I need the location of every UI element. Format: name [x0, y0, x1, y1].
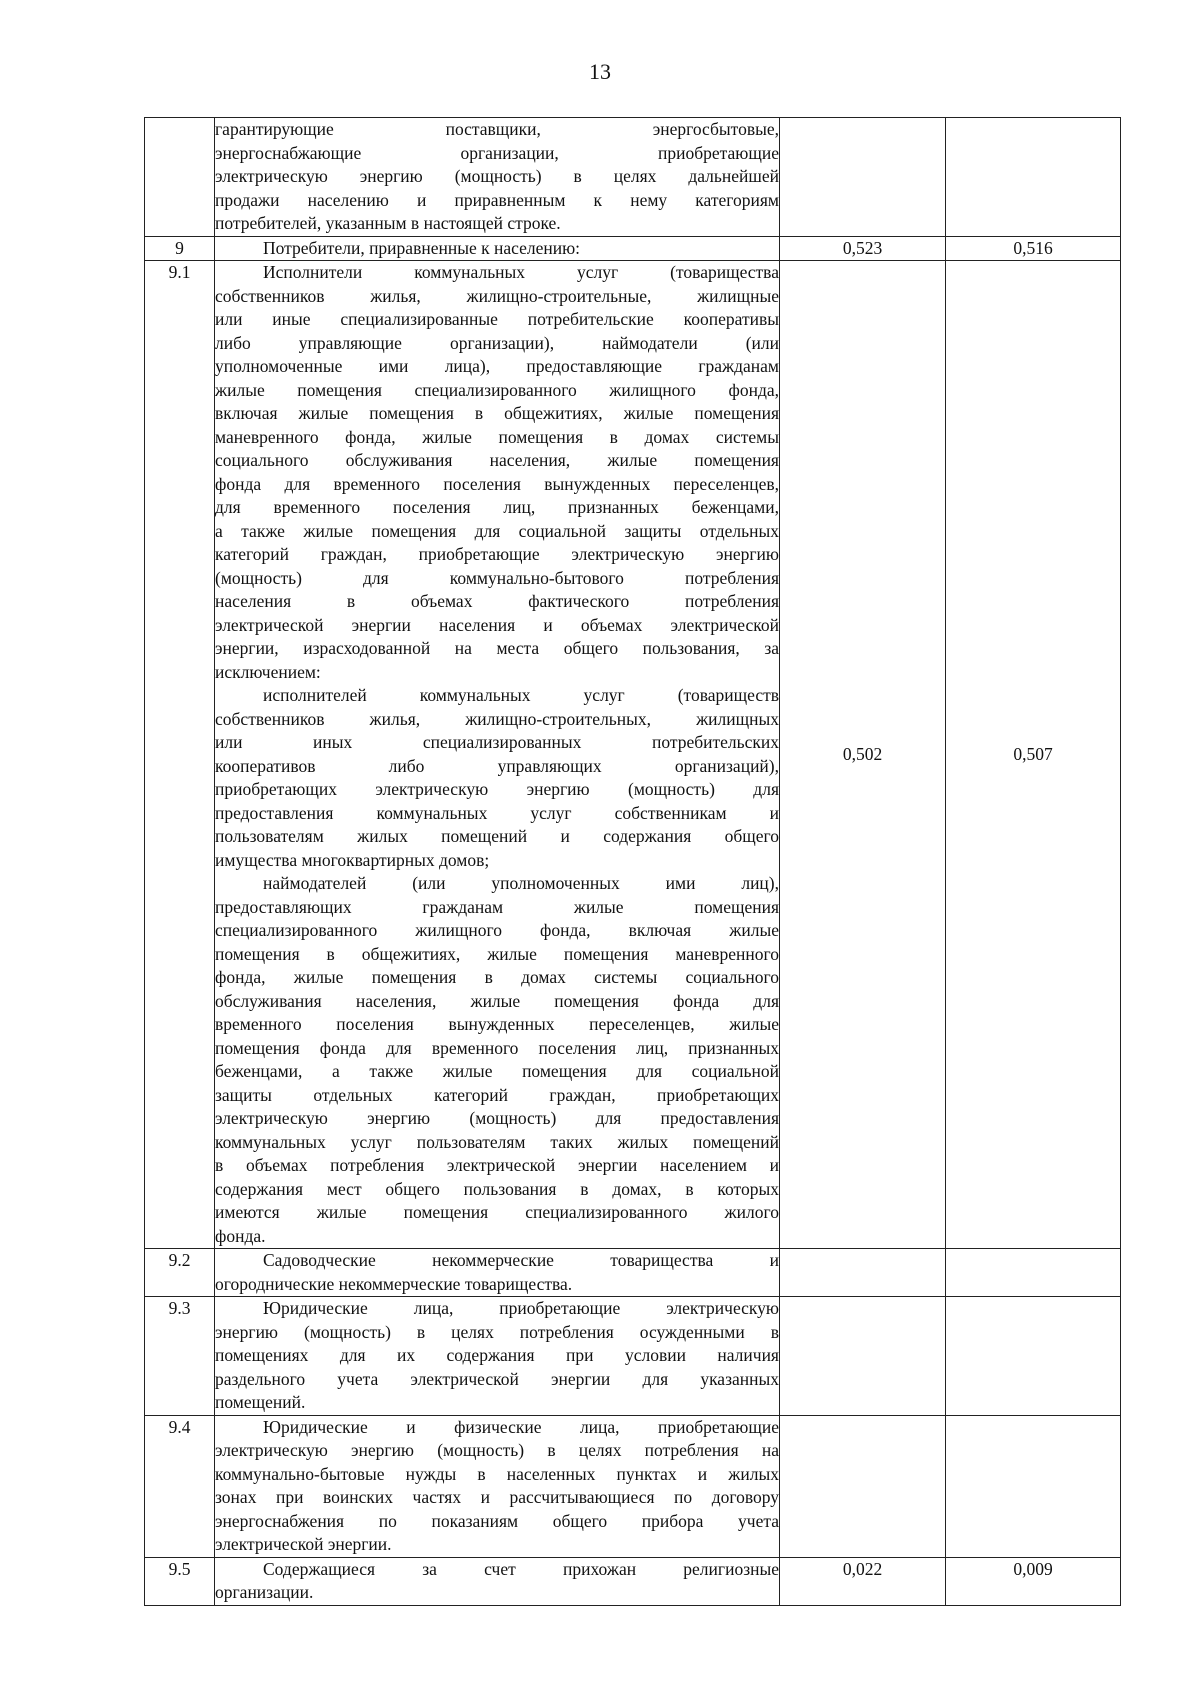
table-row	[145, 236, 1121, 261]
description-line: огороднические некоммерческие товарищества.	[215, 1273, 573, 1294]
value-column-1	[780, 118, 946, 237]
description-line: зонах при воинских частях и рассчитывающиеся по договору	[215, 1487, 779, 1507]
description-line: исключением:	[215, 661, 321, 682]
value-column-1: 0,523	[780, 236, 946, 261]
description-line: помещения фонда для временного поселения лиц, признанных	[215, 1037, 779, 1058]
description-line: уполномоченные ими лица), предоставляющие гражданам	[215, 356, 779, 376]
description-line: электрическую энергию (мощность) в целях потребления на	[215, 1440, 779, 1460]
table-row	[145, 1415, 1121, 1557]
description-line: продажи населению и приравненным к нему категориям	[215, 189, 779, 210]
description-line: приобретающих электрическую энергию (мощность) для	[215, 779, 779, 799]
description-line: коммунальных услуг пользователям таких жилых помещений	[215, 1131, 779, 1152]
description-line: жилые помещения специализированного жилищного фонда,	[215, 379, 779, 400]
description-line: наймодателей (или уполномоченных ими лиц),	[263, 873, 779, 893]
description-line: или иные специализированные потребительские кооперативы	[215, 309, 779, 329]
description-line: исполнителей коммунальных услуг (товариществ	[263, 685, 779, 705]
row-number: 9.4	[145, 1415, 215, 1557]
description-line: помещения в общежитиях, жилые помещения маневренного	[215, 943, 779, 964]
description-line: фонда.	[215, 1225, 266, 1246]
description-line: помещениях для их содержания при условии наличия	[215, 1345, 779, 1365]
description-line: временного поселения вынужденных переселенцев, жилые	[215, 1014, 779, 1034]
description-line: раздельного учета электрической энергии для указанных	[215, 1368, 779, 1389]
row-number	[145, 118, 215, 237]
row-description	[215, 236, 780, 261]
table-row	[145, 1557, 1121, 1605]
description-line: собственников жилья, жилищно-строительных, жилищных	[215, 708, 779, 729]
description-line: имущества многоквартирных домов;	[215, 849, 490, 870]
description-line: населения в объемах фактического потребления	[215, 591, 779, 611]
description-line: Потребители, приравненные к населению:	[263, 237, 581, 258]
row-description	[215, 1557, 780, 1605]
tariff-table	[144, 117, 1121, 1606]
table-row	[145, 261, 1121, 1249]
row-number: 9.2	[145, 1249, 215, 1297]
value-column-2: 0,516	[946, 236, 1121, 261]
description-line: энергию (мощность) в целях потребления осужденными в	[215, 1321, 779, 1342]
description-line: фонда, жилые помещения в домах системы социального	[215, 967, 779, 987]
row-description	[215, 118, 780, 237]
value-column-2	[946, 1249, 1121, 1297]
description-line: пользователям жилых помещений и содержания общего	[215, 826, 779, 846]
row-number: 9.5	[145, 1557, 215, 1605]
description-line: собственников жилья, жилищно-строительные, жилищные	[215, 285, 779, 306]
value-column-2	[946, 1415, 1121, 1557]
description-line: фонда для временного поселения вынужденных переселенцев,	[215, 473, 779, 494]
description-line: защиты отдельных категорий граждан, приобретающих	[215, 1084, 779, 1105]
description-line: потребителей, указанным в настоящей строке.	[215, 213, 561, 233]
description-line: Юридические и физические лица, приобретающие	[263, 1416, 779, 1437]
description-line: специализированного жилищного фонда, включая жилые	[215, 920, 779, 940]
row-description	[215, 1415, 780, 1557]
description-line: предоставляющих гражданам жилые помещения	[215, 896, 779, 917]
description-line: Садоводческие некоммерческие товарищества и	[263, 1250, 779, 1270]
description-line: Исполнители коммунальных услуг (товарищества	[263, 262, 779, 282]
description-line: предоставления коммунальных услуг собственникам и	[215, 802, 779, 823]
description-line: (мощность) для коммунально-бытового потребления	[215, 567, 779, 588]
row-description	[215, 1297, 780, 1416]
description-line: категорий граждан, приобретающие электрическую энергию	[215, 544, 779, 564]
description-line: электрической энергии.	[215, 1534, 392, 1554]
table-row	[145, 1297, 1121, 1416]
description-line: маневренного фонда, жилые помещения в домах системы	[215, 426, 779, 447]
description-line: кооперативов либо управляющих организаций),	[215, 755, 779, 776]
value-column-2: 0,507	[946, 261, 1121, 1249]
description-line: обслуживания населения, жилые помещения фонда для	[215, 990, 779, 1011]
value-column-1	[780, 1297, 946, 1416]
description-line: электрическую энергию (мощность) в целях дальнейшей	[215, 166, 779, 186]
description-line: социального обслуживания населения, жилые помещения	[215, 450, 779, 470]
value-column-2	[946, 1297, 1121, 1416]
value-column-2: 0,009	[946, 1557, 1121, 1605]
page-number: 13	[589, 59, 611, 84]
row-description	[215, 1249, 780, 1297]
value-column-2	[946, 118, 1121, 237]
description-line: имеются жилые помещения специализированного жилого	[215, 1202, 779, 1222]
description-line: в объемах потребления электрической энергии населением и	[215, 1155, 779, 1175]
description-line: энергии, израсходованной на места общего пользования, за	[215, 638, 779, 658]
row-description	[215, 261, 780, 1249]
row-number: 9	[145, 236, 215, 261]
description-line: гарантирующие поставщики, энергосбытовые,	[215, 119, 779, 139]
table-row	[145, 118, 1121, 237]
description-line: Юридические лица, приобретающие электрическую	[263, 1298, 779, 1318]
description-line: коммунально-бытовые нужды в населенных пунктах и жилых	[215, 1463, 779, 1484]
description-line: энергоснабжающие организации, приобретающие	[215, 142, 779, 163]
description-line: либо управляющие организации), наймодатели (или	[215, 332, 779, 353]
description-line: электрической энергии населения и объемах электрической	[215, 614, 779, 635]
description-line: помещений.	[215, 1392, 306, 1412]
value-column-1	[780, 1415, 946, 1557]
value-column-1	[780, 1249, 946, 1297]
description-line: энергоснабжения по показаниям общего прибора учета	[215, 1510, 779, 1531]
description-line: электрическую энергию (мощность) для предоставления	[215, 1108, 779, 1128]
description-line: или иных специализированных потребительских	[215, 732, 779, 752]
value-column-1: 0,502	[780, 261, 946, 1249]
description-line: Содержащиеся за счет прихожан религиозные	[263, 1558, 779, 1579]
row-number: 9.3	[145, 1297, 215, 1416]
description-line: включая жилые помещения в общежитиях, жилые помещения	[215, 403, 779, 423]
description-line: для временного поселения лиц, признанных беженцами,	[215, 497, 779, 517]
description-line: организации.	[215, 1582, 314, 1602]
value-column-1: 0,022	[780, 1557, 946, 1605]
description-line: а также жилые помещения для социальной защиты отдельных	[215, 520, 779, 541]
row-number: 9.1	[145, 261, 215, 1249]
description-line: беженцами, а также жилые помещения для социальной	[215, 1061, 779, 1081]
description-line: содержания мест общего пользования в домах, в которых	[215, 1178, 779, 1199]
table-row	[145, 1249, 1121, 1297]
